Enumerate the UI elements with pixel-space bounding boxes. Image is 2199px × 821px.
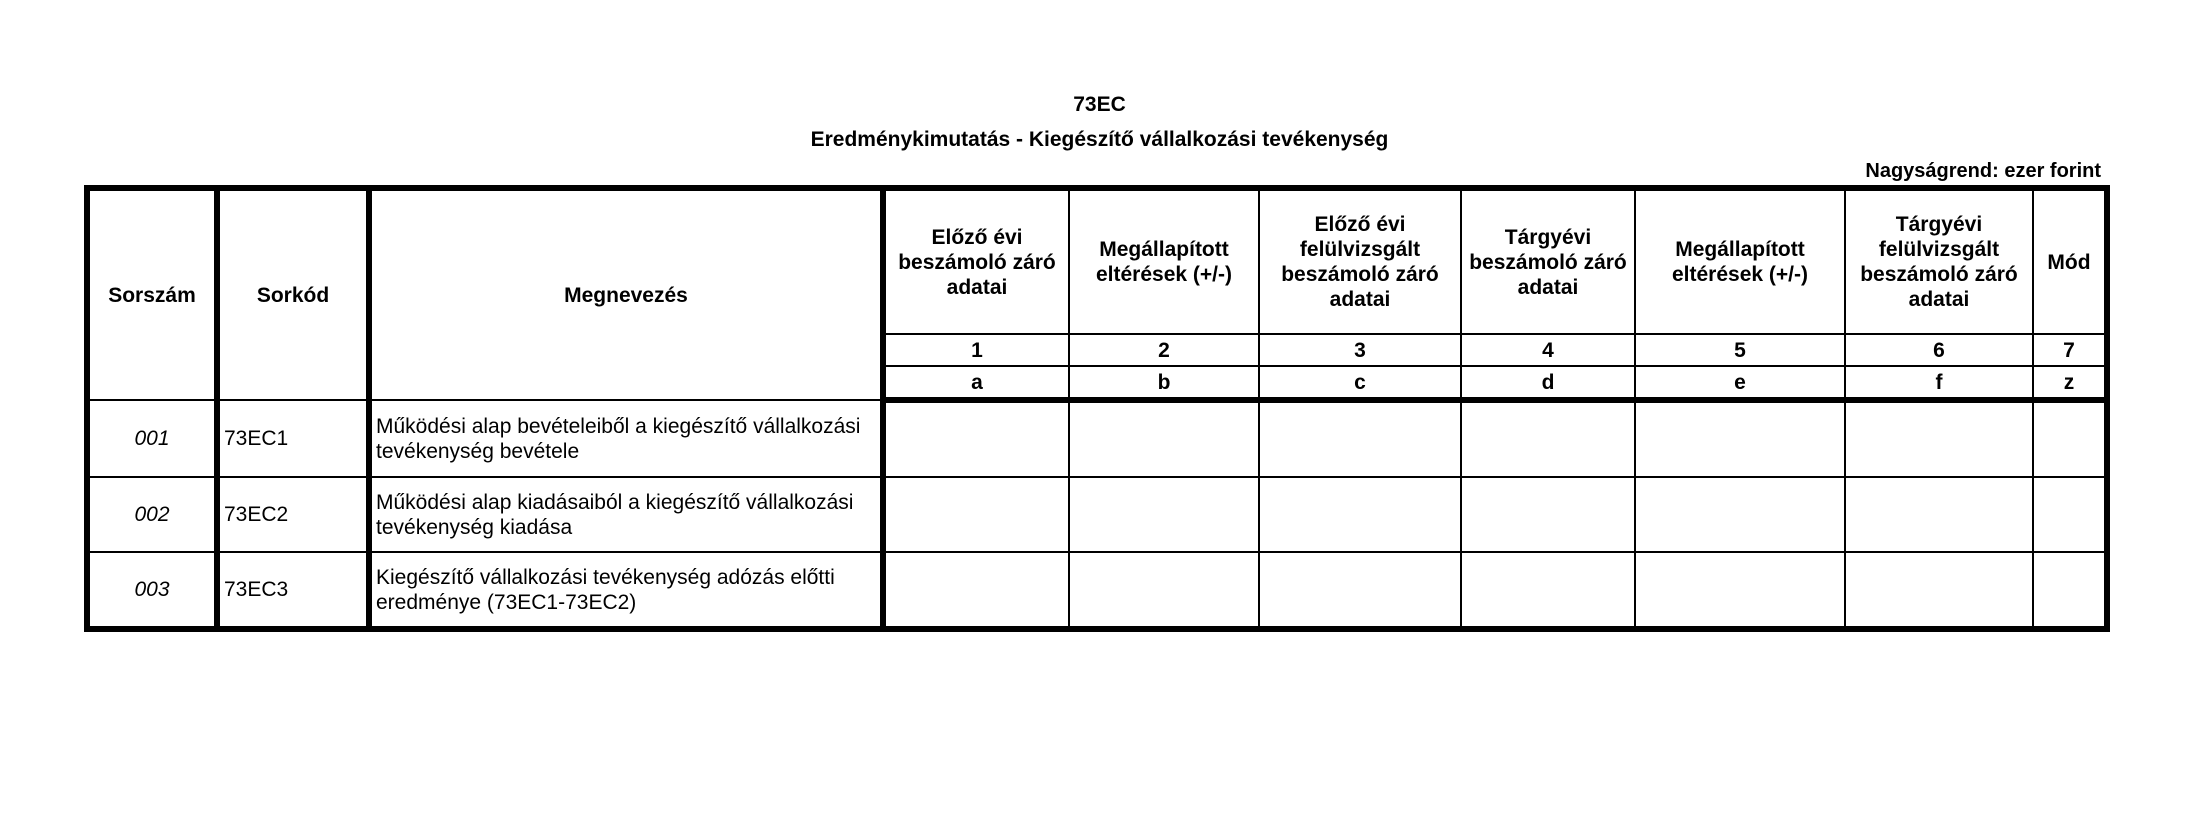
value-cell-d[interactable] <box>1461 400 1635 477</box>
document-title: Eredménykimutatás - Kiegészítő vállalkozási tevékenység <box>810 128 1389 151</box>
header-col6: Tárgyévi felülvizsgált beszámoló záró adatai <box>1845 188 2033 334</box>
value-cell-z[interactable] <box>2033 477 2107 552</box>
header-col7: Mód <box>2033 188 2107 334</box>
unit-label: Nagyságrend: ezer forint <box>1865 160 2101 182</box>
column-letter: e <box>1635 366 1845 400</box>
table-row <box>87 552 2107 629</box>
header-sorkod: Sorkód <box>217 188 369 400</box>
value-cell-z[interactable] <box>2033 400 2107 477</box>
row-number: 002 <box>87 477 217 552</box>
value-cell-c[interactable] <box>1259 400 1461 477</box>
value-cell-a[interactable] <box>883 552 1069 629</box>
row-description: Működési alap kiadásaiból a kiegészítő vállalkozási tevékenység kiadása <box>369 477 883 552</box>
value-cell-f[interactable] <box>1845 552 2033 629</box>
value-cell-d[interactable] <box>1461 477 1635 552</box>
column-letter: c <box>1259 366 1461 400</box>
column-number: 3 <box>1259 334 1461 366</box>
column-letter: d <box>1461 366 1635 400</box>
column-number: 2 <box>1069 334 1259 366</box>
table-row <box>87 400 2107 477</box>
row-number: 003 <box>87 552 217 629</box>
row-description: Működési alap bevételeiből a kiegészítő vállalkozási tevékenység bevétele <box>369 400 883 477</box>
value-cell-a[interactable] <box>883 400 1069 477</box>
document-code: 73EC <box>1073 93 1126 116</box>
value-cell-b[interactable] <box>1069 477 1259 552</box>
value-cell-c[interactable] <box>1259 477 1461 552</box>
table-row <box>87 477 2107 552</box>
header-col2: Megállapított eltérések (+/-) <box>1069 188 1259 334</box>
header-sorszam: Sorszám <box>87 188 217 400</box>
header-col3: Előző évi felülvizsgált beszámoló záró adatai <box>1259 188 1461 334</box>
column-letter: f <box>1845 366 2033 400</box>
row-code: 73EC3 <box>217 552 369 629</box>
header-col1: Előző évi beszámoló záró adatai <box>883 188 1069 334</box>
value-cell-e[interactable] <box>1635 477 1845 552</box>
header-col4: Tárgyévi beszámoló záró adatai <box>1461 188 1635 334</box>
column-number: 1 <box>883 334 1069 366</box>
column-number: 6 <box>1845 334 2033 366</box>
column-letter: a <box>883 366 1069 400</box>
value-cell-a[interactable] <box>883 477 1069 552</box>
header-col5: Megállapított eltérések (+/-) <box>1635 188 1845 334</box>
value-cell-b[interactable] <box>1069 400 1259 477</box>
value-cell-d[interactable] <box>1461 552 1635 629</box>
column-letter: z <box>2033 366 2107 400</box>
result-statement-table <box>84 185 2110 632</box>
value-cell-z[interactable] <box>2033 552 2107 629</box>
header-row <box>87 188 2107 334</box>
row-number: 001 <box>87 400 217 477</box>
row-description: Kiegészítő vállalkozási tevékenység adózás előtti eredménye (73EC1-73EC2) <box>369 552 883 629</box>
header-megnevezes: Megnevezés <box>369 188 883 400</box>
value-cell-e[interactable] <box>1635 552 1845 629</box>
value-cell-f[interactable] <box>1845 400 2033 477</box>
row-code: 73EC2 <box>217 477 369 552</box>
column-number: 4 <box>1461 334 1635 366</box>
value-cell-f[interactable] <box>1845 477 2033 552</box>
value-cell-b[interactable] <box>1069 552 1259 629</box>
column-number: 7 <box>2033 334 2107 366</box>
column-letter: b <box>1069 366 1259 400</box>
column-number: 5 <box>1635 334 1845 366</box>
value-cell-e[interactable] <box>1635 400 1845 477</box>
row-code: 73EC1 <box>217 400 369 477</box>
value-cell-c[interactable] <box>1259 552 1461 629</box>
